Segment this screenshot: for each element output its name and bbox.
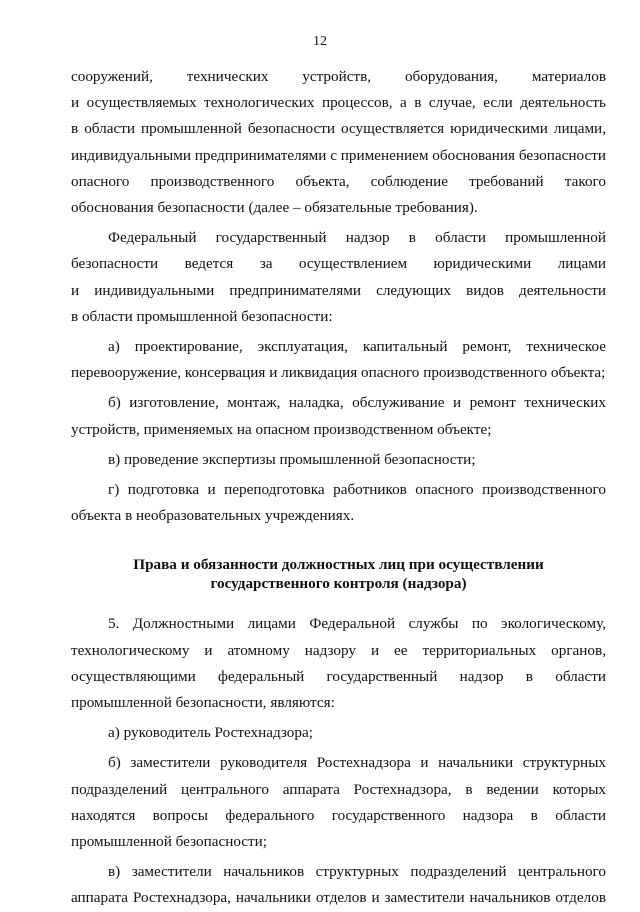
text-line: в области промышленной безопасности: <box>71 307 333 325</box>
text-line: опасного производственного объекта, соблюдение требований такого <box>71 172 606 190</box>
text-line: перевооружение, консервация и ликвидация опасного производственного объекта; <box>71 364 606 382</box>
text-line: безопасности ведется за осуществлением юридическими лицами <box>71 255 606 273</box>
list-item-v-expertise <box>71 447 606 473</box>
text-line: индивидуальными предпринимателями с применением обоснования безопасности <box>71 146 606 164</box>
text-line: объекта в необразовательных учреждениях. <box>71 507 355 525</box>
text-line: сооружений, технических устройств, оборудования, материалов <box>71 68 606 85</box>
text-line: в) заместители начальников структурных подразделений центрального <box>108 863 606 881</box>
text-line: обоснования безопасности (далее – обязательные требования). <box>71 199 478 217</box>
document-body <box>71 64 606 912</box>
paragraph-requirements-continuation <box>71 64 606 221</box>
text-line: аппарата Ростехнадзора, начальники отделов и заместители начальников отделов <box>71 889 606 907</box>
list-item-a-head <box>71 720 606 746</box>
text-line: Федеральный государственный надзор в области промышленной <box>108 229 606 247</box>
list-item-b-deputies <box>71 750 606 855</box>
text-line: а) руководитель Ростехнадзора; <box>108 724 313 742</box>
text-line: промышленной безопасности, являются: <box>71 694 335 712</box>
text-line: а) проектирование, эксплуатация, капитальный ремонт, техническое <box>108 338 606 356</box>
heading-line: государственного контроля (надзора) <box>210 575 467 593</box>
list-item-g-training <box>71 477 606 529</box>
text-line: в области промышленной безопасности осуществляется юридическими лицами, <box>71 120 606 138</box>
list-item-b-manufacturing <box>71 390 606 442</box>
heading-line: Права и обязанности должностных лиц при осуществлении <box>133 556 544 574</box>
text-line: и осуществляемых технологических процессов, а в случае, если деятельность <box>71 94 606 112</box>
text-line: промышленной безопасности; <box>71 833 268 851</box>
section-heading <box>71 555 606 593</box>
text-line: технологическому и атомному надзору и ее территориальных органов, <box>71 641 606 659</box>
text-line: подразделений центрального аппарата Ростехнадзора, в ведении которых <box>71 780 606 798</box>
text-line: осуществляющими федеральный государственный надзор в области <box>71 667 606 685</box>
text-line: в) проведение экспертизы промышленной безопасности; <box>108 450 476 468</box>
list-item-a-design <box>71 334 606 386</box>
text-line: б) заместители руководителя Ростехнадзора и начальники структурных <box>108 754 606 772</box>
text-line: 5. Должностными лицами Федеральной службы по экологическому, <box>108 615 606 633</box>
text-line: и индивидуальными предпринимателями следующих видов деятельности <box>71 281 606 299</box>
text-line: находятся вопросы федерального государственного надзора в области <box>71 806 606 824</box>
paragraph-officials <box>71 611 606 716</box>
text-line: б) изготовление, монтаж, наладка, обслуживание и ремонт технических <box>108 394 606 412</box>
text-line: г) подготовка и переподготовка работников опасного производственного <box>108 481 606 499</box>
text-line: устройств, применяемых на опасном производственном объекте; <box>71 420 492 438</box>
page-number: 12 <box>313 34 327 49</box>
list-item-v-deputy-heads <box>71 859 606 911</box>
paragraph-federal-supervision <box>71 225 606 330</box>
